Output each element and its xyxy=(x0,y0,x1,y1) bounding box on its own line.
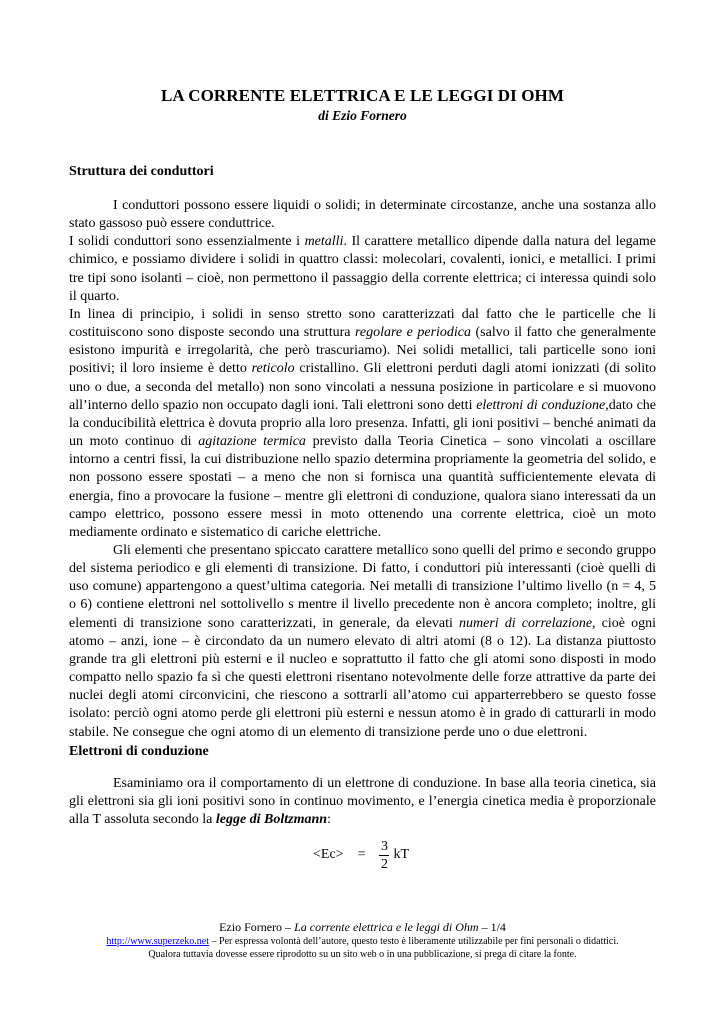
section-body-struttura xyxy=(69,197,656,742)
section-heading-elettroni: Elettroni di conduzione xyxy=(69,744,209,759)
text-run-italic: elettroni di conduzione, xyxy=(476,397,609,413)
footer-line-3: Qualora tuttavia dovesse essere riprodotto su un sito web o in una pubblicazione, si prega di citare la fonte. xyxy=(148,949,577,960)
text-run: dato che la conducibilità elettrica è dovuta proprio alla loro presenza. Infatti, gli ioni positivi – benché animati da un moto continuo di xyxy=(69,397,656,450)
formula-equals: = xyxy=(357,847,366,862)
text-run-italic: agitazione termica xyxy=(198,434,306,450)
text-run: I solidi conduttori sono essenzialmente i xyxy=(69,234,305,250)
footer-website-link[interactable]: http://www.superzeko.net xyxy=(106,936,210,947)
paragraph xyxy=(69,233,656,306)
section-body-elettroni xyxy=(69,775,656,829)
fraction-bar xyxy=(379,855,389,856)
text-run-italic: reticolo xyxy=(251,361,295,377)
text-run: (salvo il fatto che generalmente esistono impurità e irregolarità, che però trascuriamo). Nei solidi metallici, tali particelle sono ioni positivi; il loro insieme è detto xyxy=(69,325,656,377)
text-run-italic: regolare e periodica xyxy=(354,325,472,341)
paragraph xyxy=(69,306,656,542)
text-run: Esaminiamo ora il comportamento di un elettrone di conduzione. In base alla teoria cinetica, sia gli elettroni sia gli ioni positivi sono in continuo movimento, e l’energia cinetica media è proporzionale alla T assoluta secondo la xyxy=(69,776,656,828)
page-footer xyxy=(0,920,725,961)
footer-line-2 xyxy=(0,935,725,948)
document-author: di Ezio Fornero xyxy=(318,108,407,123)
section-heading-struttura: Struttura dei conduttori xyxy=(69,164,214,179)
formula-lhs: <Ec> xyxy=(313,847,344,862)
text-run: . Il carattere metallico dipende dalla natura del legame chimico, e possiamo dividere i solidi in quattro classi: molecolari, covalenti, ionici, e metallici. I primi tre tipi sono isolanti – cioè, non permettono il passaggio della corrente elettrica; ci interessa quindi solo il quarto. xyxy=(69,234,657,304)
fraction-denominator: 2 xyxy=(380,856,388,872)
text-run-italic: metalli xyxy=(304,234,344,250)
footer-license-text: – Per espressa volontà dell’autore, questo testo è liberamente utilizzabile per fini personali o didattici. xyxy=(209,936,619,947)
footer-page-number: – 1/4 xyxy=(478,920,506,934)
formula-rhs: kT xyxy=(393,847,410,862)
fraction-numerator: 3 xyxy=(380,838,388,854)
footer-line-1 xyxy=(0,920,725,935)
text-run: In linea di principio, i solidi in senso stretto sono caratterizzati dal fatto che le particelle che li costituiscono sono disposte secondo una struttura xyxy=(69,306,656,341)
text-run-bold-italic: legge di Boltzmann xyxy=(215,812,328,828)
text-run: Gli elementi che presentano spiccato carattere metallico sono quelli del primo e secondo gruppo del sistema periodico e gli elementi di transizione. Di fatto, i conduttori più interessanti (cioè quelli di uso comune) appartengono a quest’ultima categoria. Nei metalli di transizione l’ultimo livello (n = 4, 5 o 6) contiene elettroni nel sottolivello s mentre il livello precedente non è ancora completo; inoltre, gli elementi di transizione sono caratterizzati, in generale, da elevati xyxy=(69,542,656,631)
footer-doc-title: La corrente elettrica e le leggi di Ohm xyxy=(294,920,479,934)
document-title: LA CORRENTE ELETTRICA E LE LEGGI DI OHM xyxy=(160,86,565,105)
text-run: previsto dalla Teoria Cinetica – sono vincolati a oscillare intorno a centri fissi, la cui distribuzione nello spazio determina propriamente la geometria del solido, e non possono essere spostati – a meno che non si fornisca una quantità sufficientemente elevata di energia, fino a provocare la fusione – mentre gli elettroni di conduzione, qualora siano interessati da un campo elettrico, possono essere messi in moto ottenendo una corrente elettrica, cioè un moto mediamente ordinato e sistematico di cariche elettriche. xyxy=(69,434,656,540)
footer-author: Ezio Fornero – xyxy=(219,920,295,934)
paragraph xyxy=(69,542,656,742)
paragraph xyxy=(69,775,656,829)
text-run: cristallino. Gli elettroni perduti dagli atomi ionizzati (di solito uno o due, a seconda del metallo) non sono vincolati a nessuna posizione in particolare e si muovono all’interno dello spazio non occupato dagli ioni. Tali elettroni sono detti xyxy=(69,361,656,413)
text-run-italic: numeri di correlazione xyxy=(459,615,593,631)
formula-fraction xyxy=(379,839,389,872)
boltzmann-formula xyxy=(313,836,409,874)
paragraph: I conduttori possono essere liquidi o solidi; in determinate circostanze, anche una sostanza allo stato gassoso può essere conduttrice. xyxy=(69,198,656,232)
text-run: , cioè ogni atomo – anzi, ione – è circondato da un numero elevato di altri atomi (8 o 12). La distanza piuttosto grande tra gli elettroni più esterni e il nucleo e soprattutto il fatto che gli atomi sono disposti in modo compatto nello spazio fa sì che questi elettroni risentano notevolmente delle forze attrattive da parte dei nuclei degli atomi circonvicini, che riescono a sottrarli all’atomo cui apparterrebbero se questo fosse isolato: perciò ogni atomo perde gli elettroni più esterni e nessun atomo è in grado di catturarli in modo stabile. Ne consegue che ogni atomo di un elemento di transizione perde uno o due elettroni. xyxy=(69,615,656,740)
text-run: : xyxy=(327,812,331,828)
